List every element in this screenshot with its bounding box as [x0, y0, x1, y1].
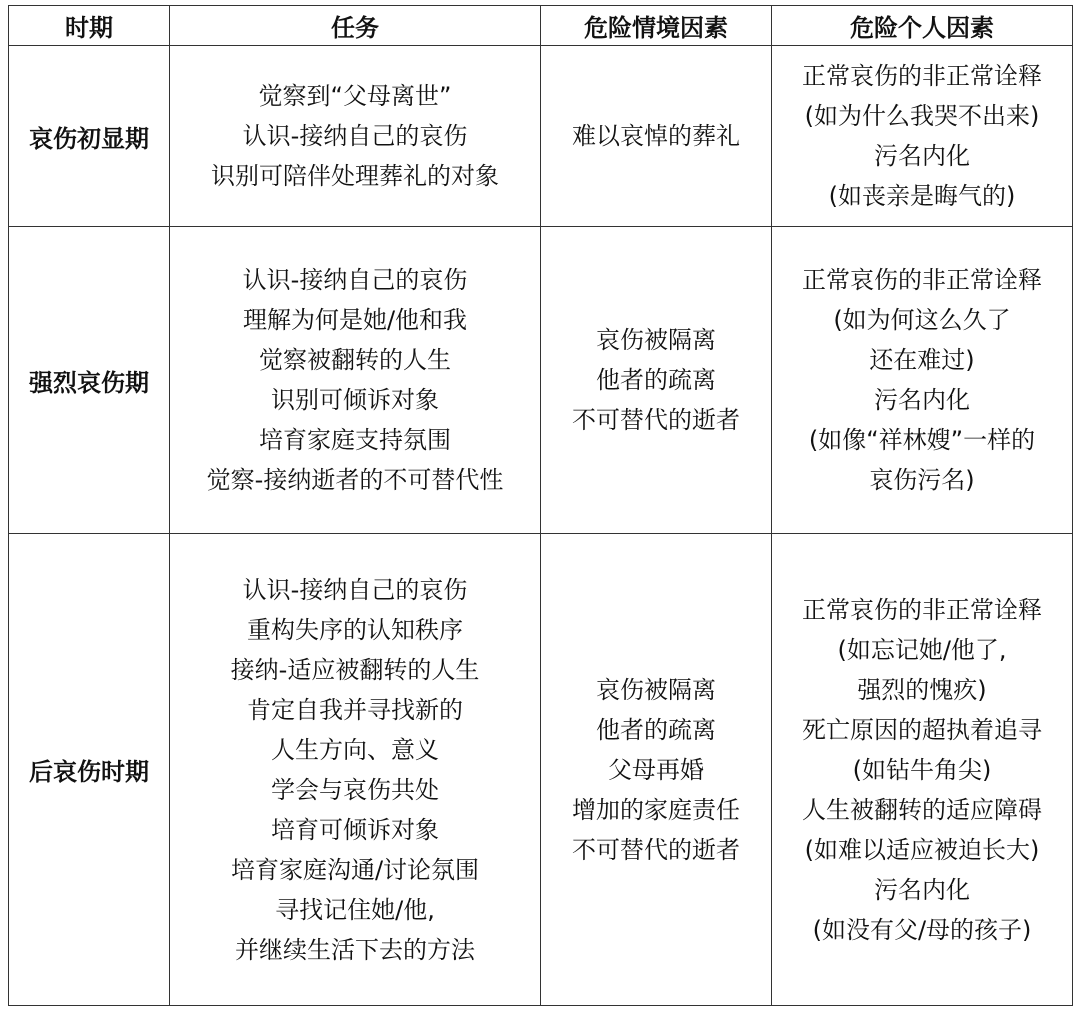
- task-line: 人生方向、意义: [271, 735, 439, 764]
- situational-cell: [541, 534, 772, 1006]
- task-line: 培育家庭沟通/讨论氛围: [230, 855, 480, 884]
- personal-line: 污名内化: [874, 386, 970, 414]
- situational-cell: [541, 227, 772, 534]
- header-tasks: 任务: [170, 6, 541, 46]
- situational-line: 难以哀悼的葬礼: [572, 122, 740, 150]
- situational-line: 哀伤被隔离: [596, 326, 716, 354]
- personal-cell: [772, 534, 1073, 1006]
- task-line: 识别可倾诉对象: [271, 386, 439, 414]
- personal-line: (如钻牛角尖): [852, 755, 992, 784]
- personal-line: 污名内化: [874, 142, 970, 170]
- personal-line: 正常哀伤的非正常诠释: [802, 266, 1042, 294]
- task-line: 学会与哀伤共处: [271, 775, 439, 804]
- personal-line: 还在难过): [869, 346, 975, 374]
- personal-line: (如像“祥林嫂”一样的: [808, 426, 1036, 454]
- task-line: 觉察到“父母离世”: [258, 82, 452, 110]
- personal-line: (如丧亲是晦气的): [828, 182, 1016, 210]
- tasks-cell: [170, 227, 541, 534]
- task-line: 寻找记住她/他,: [275, 895, 435, 924]
- task-line: 觉察-接纳逝者的不可替代性: [206, 466, 504, 494]
- situational-line: 不可替代的逝者: [572, 406, 740, 434]
- header-situational-risk: 危险情境因素: [541, 6, 772, 46]
- task-line: 认识-接纳自己的哀伤: [242, 266, 468, 294]
- period-cell: 哀伤初显期: [9, 46, 170, 227]
- personal-line: (如难以适应被迫长大): [804, 835, 1040, 864]
- task-line: 识别可陪伴处理葬礼的对象: [211, 162, 499, 190]
- personal-line: (如没有父/母的孩子): [812, 915, 1032, 944]
- table-row: [9, 227, 1073, 534]
- personal-cell: [772, 227, 1073, 534]
- situational-line: 哀伤被隔离: [596, 675, 716, 704]
- header-personal-risk: 危险个人因素: [772, 6, 1073, 46]
- task-line: 认识-接纳自己的哀伤: [242, 575, 468, 604]
- header-period: 时期: [9, 6, 170, 46]
- personal-line: 人生被翻转的适应障碍: [802, 795, 1042, 824]
- task-line: 培育家庭支持氛围: [259, 426, 451, 454]
- situational-line: 他者的疏离: [596, 366, 716, 394]
- situational-line: 他者的疏离: [596, 715, 716, 744]
- task-line: 接纳-适应被翻转的人生: [230, 655, 480, 684]
- personal-line: (如为什么我哭不出来): [804, 102, 1040, 130]
- grief-stage-table-container: [8, 5, 1072, 1005]
- tasks-cell: [170, 46, 541, 227]
- situational-cell: [541, 46, 772, 227]
- personal-line: 正常哀伤的非正常诠释: [802, 62, 1042, 90]
- personal-line: (如忘记她/他了,: [837, 635, 1007, 664]
- grief-stage-table: [8, 5, 1073, 1006]
- table-row: [9, 46, 1073, 227]
- personal-line: 正常哀伤的非正常诠释: [802, 595, 1042, 624]
- task-line: 理解为何是她/他和我: [242, 306, 468, 334]
- tasks-cell: [170, 534, 541, 1006]
- situational-line: 父母再婚: [608, 755, 704, 784]
- situational-line: 增加的家庭责任: [572, 795, 740, 824]
- task-line: 肯定自我并寻找新的: [247, 695, 463, 724]
- table-header-row: [9, 6, 1073, 46]
- table-row: [9, 534, 1073, 1006]
- period-cell: 强烈哀伤期: [9, 227, 170, 534]
- personal-line: 哀伤污名): [869, 466, 975, 494]
- personal-cell: [772, 46, 1073, 227]
- task-line: 认识-接纳自己的哀伤: [242, 122, 468, 150]
- situational-line: 不可替代的逝者: [572, 835, 740, 864]
- task-line: 并继续生活下去的方法: [235, 935, 475, 964]
- task-line: 觉察被翻转的人生: [259, 346, 451, 374]
- task-line: 培育可倾诉对象: [271, 815, 439, 844]
- personal-line: (如为何这么久了: [833, 306, 1011, 334]
- personal-line: 死亡原因的超执着追寻: [802, 715, 1042, 744]
- personal-line: 强烈的愧疚): [857, 675, 987, 704]
- task-line: 重构失序的认知秩序: [247, 615, 463, 644]
- personal-line: 污名内化: [874, 875, 970, 904]
- period-cell: 后哀伤时期: [9, 534, 170, 1006]
